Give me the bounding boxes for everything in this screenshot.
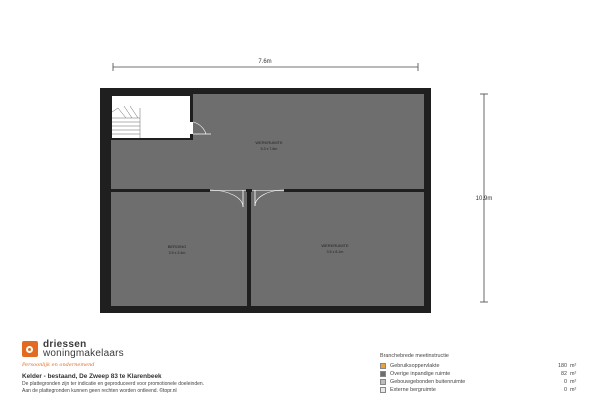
brand-tagline: Persoonlijk en ondernemend [22, 362, 95, 368]
room-bottom-right-floor [251, 192, 424, 306]
room-name: WERKRUIMTE [255, 140, 283, 145]
legend-title: Branchebrede meetinstructie [380, 353, 449, 359]
legend-label: Externe bergruimte [390, 387, 436, 393]
legend-unit: m² [570, 371, 577, 377]
legend-swatch [380, 387, 386, 393]
room-name: BERGING [167, 244, 187, 249]
legend-swatch [380, 379, 386, 385]
room-size: 3.9 x 3.4m [168, 251, 186, 255]
legend-label: Overige inpandige ruimte [390, 371, 451, 377]
legend-unit: m² [570, 387, 577, 393]
brand-block [22, 340, 362, 394]
height-label: 10.9m [475, 196, 493, 202]
height-dimension [476, 94, 493, 302]
legend-unit: m² [570, 363, 577, 369]
legend-swatch [380, 363, 386, 369]
legend-label: Gebouwgebonden buitenruimte [390, 379, 466, 385]
legend-label: Gebruiksoppervlakte [390, 363, 440, 369]
legend-value: 0 [564, 379, 567, 385]
legend-item [380, 362, 580, 370]
legend-value: 82 [561, 371, 567, 377]
brand-name-sub: woningmakelaars [43, 348, 124, 359]
legend-swatch [380, 371, 386, 377]
partition-vertical [247, 189, 251, 306]
room-size: 3.5 x 8.1m [326, 250, 344, 254]
room-bottom-left-floor [111, 192, 247, 306]
logo-icon [22, 341, 38, 357]
legend-value: 180 [558, 363, 567, 369]
legend-unit: m² [570, 379, 577, 385]
legend-item [380, 378, 580, 386]
width-label: 7.6m [258, 59, 272, 65]
legend-value: 0 [564, 387, 567, 393]
legend-item [380, 386, 580, 394]
plan-title: Kelder - bestaand, De Zweep 83 te Klarenbeek [22, 373, 162, 380]
disclaimer-line2 [22, 388, 362, 394]
logo [22, 340, 362, 358]
legend-item [380, 370, 580, 378]
brand-name: driessen [43, 339, 87, 350]
disclaimer-text: Aan de plattegronden kunnen geen rechten worden ontleend. [22, 388, 158, 394]
watermark: ©topr.nl [159, 388, 177, 394]
room-size: 5.3 x 7.6m [260, 147, 278, 151]
area-legend [380, 353, 580, 394]
room-name: WERKRUIMTE [321, 243, 349, 248]
disclaimer-line1: De plattegronden zijn ter indicatie en geproduceerd voor promotionele doeleinden. [22, 381, 205, 387]
width-dimension [113, 59, 418, 71]
